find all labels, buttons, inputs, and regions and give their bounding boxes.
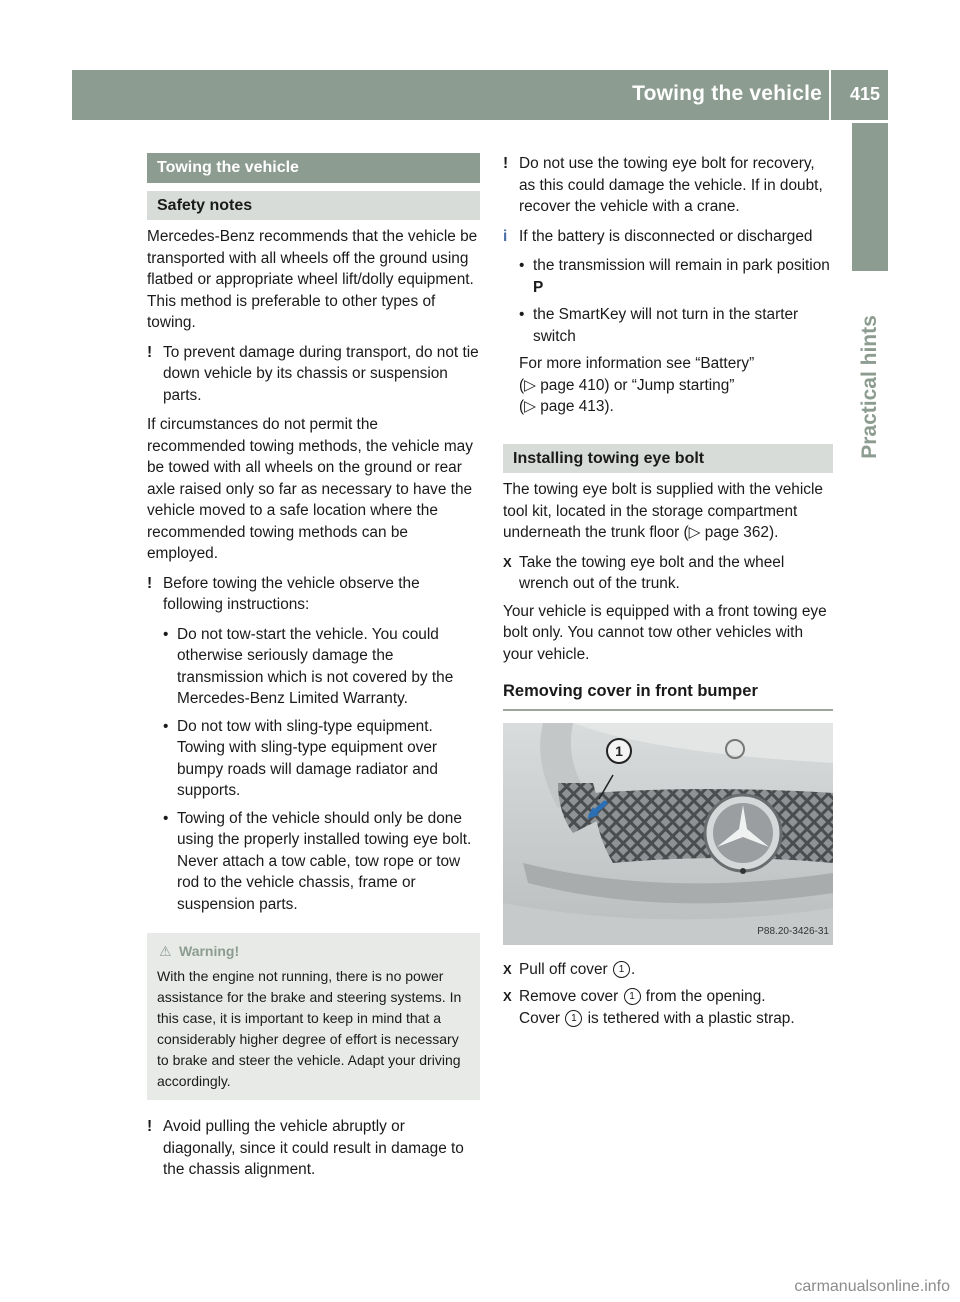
- step-arrow-icon: X: [503, 961, 512, 977]
- list-item: [163, 624, 480, 710]
- callout-icon: 1: [624, 988, 641, 1005]
- step-text: from the opening.: [641, 988, 766, 1005]
- right-column: [503, 153, 833, 1035]
- left-column: [147, 153, 480, 1189]
- caution-note: [147, 342, 480, 407]
- caution-note: [147, 573, 480, 616]
- caution-note: [503, 153, 833, 218]
- cross-reference: [503, 353, 833, 418]
- side-tab-block: [852, 123, 888, 271]
- callout-icon: 1: [565, 1010, 582, 1027]
- step-text: Cover: [519, 1009, 565, 1027]
- list-item: [163, 716, 480, 802]
- callout-icon: 1: [613, 961, 630, 978]
- info-note: [503, 226, 833, 248]
- bullet-icon: •: [163, 625, 169, 643]
- gear-position: P: [533, 278, 544, 296]
- subsection-title: Installing towing eye bolt: [503, 444, 833, 474]
- side-tab: [852, 277, 888, 497]
- step-text: Remove cover: [519, 988, 623, 1005]
- bullet-icon: •: [519, 306, 525, 323]
- step-text: is tethered with a plastic strap.: [583, 1009, 795, 1027]
- list-item: [519, 255, 833, 298]
- cross-reference-line: (▷ page 410) or “Jump starting”: [519, 376, 735, 394]
- bumper-illustration: [503, 723, 833, 945]
- instruction-step: [503, 959, 833, 981]
- warning-triangle-icon: ⚠: [159, 943, 172, 959]
- instruction-step: [503, 552, 833, 595]
- step-arrow-icon: X: [503, 989, 512, 1004]
- paragraph: Your vehicle is equipped with a front towing eye bolt only. You cannot tow other vehicles with your vehicle.: [503, 602, 827, 663]
- step-text: Take the towing eye bolt and the wheel wrench out of the trunk.: [519, 553, 785, 592]
- list-item-text: Do not tow with sling-type equipment. Towing with sling-type equipment over bumpy roads will damage radiator and supports.: [177, 717, 438, 799]
- page-header: [72, 70, 888, 120]
- bullet-list: [147, 624, 480, 916]
- bullet-icon: •: [519, 257, 525, 274]
- paragraph: If circumstances do not permit the recommended towing methods, the vehicle may be towed with all wheels on the ground or rear axle raised only so far as necessary to have the vehicle moved to a safe location where the recommended towing methods can be employed.: [147, 416, 473, 562]
- bullet-icon: •: [163, 809, 169, 827]
- footer: [0, 1270, 960, 1302]
- list-item: [163, 808, 480, 916]
- list-item: [519, 304, 833, 347]
- list-item-text: Do not tow-start the vehicle. You could otherwise seriously damage the transmission which is not covered by the Mercedes-Benz Limited Warranty.: [177, 625, 454, 707]
- warning-title: Warning!: [179, 943, 240, 959]
- subheading: Removing cover in front bumper: [503, 681, 833, 711]
- note-text: Do not use the towing eye bolt for recovery, as this could damage the vehicle. If in doubt, recover the vehicle with a crane.: [519, 155, 823, 215]
- section-title: Towing the vehicle: [147, 153, 480, 183]
- figure-reference: P88.20-3426-31: [757, 926, 829, 937]
- bullet-icon: •: [163, 717, 169, 735]
- info-text: If the battery is disconnected or discharged: [519, 227, 813, 245]
- step-arrow-icon: X: [503, 554, 512, 570]
- warning-header: [159, 941, 472, 962]
- instruction-step: [503, 986, 833, 1029]
- exclamation-icon: !: [147, 343, 153, 361]
- warning-text: With the engine not running, there is no power assistance for the brake and steering systems. In this case, it is important to keep in mind that a considerably higher degree of effort is necessary to brake and steer the vehicle. Adapt your driving accordingly.: [157, 968, 462, 1089]
- bumper-photo: [503, 723, 833, 945]
- header-title: Towing the vehicle: [632, 82, 822, 105]
- warning-box: [147, 933, 480, 1100]
- figure-callout-label: 1: [615, 742, 623, 759]
- exclamation-icon: !: [147, 574, 153, 592]
- note-text: Avoid pulling the vehicle abruptly or diagonally, since it could result in damage to the chassis alignment.: [163, 1118, 464, 1178]
- side-tab-label: Practical hints: [858, 315, 881, 459]
- watermark: carmanualsonline.info: [794, 1278, 950, 1295]
- note-text: Before towing the vehicle observe the following instructions:: [163, 574, 420, 613]
- paragraph: The towing eye bolt is supplied with the vehicle tool kit, located in the storage compartment underneath the trunk floor (▷ page 362).: [503, 481, 823, 541]
- caution-note: [147, 1116, 480, 1181]
- list-item-text: the transmission will remain in park position: [533, 257, 830, 274]
- cross-reference-line: For more information see “Battery”: [519, 355, 755, 372]
- exclamation-icon: !: [503, 155, 509, 172]
- step-text: .: [630, 960, 636, 978]
- page-number: 415: [849, 84, 880, 104]
- header-divider: [829, 70, 831, 120]
- step-text: Pull off cover: [519, 960, 612, 978]
- list-item-text: Towing of the vehicle should only be done using the properly installed towing eye bolt. Never attach a tow cable, tow rope or tow rod to the vehicle chassis, frame or suspension parts.: [177, 809, 472, 913]
- paragraph: Mercedes-Benz recommends that the vehicle be transported with all wheels off the ground using flatbed or appropriate wheel lift/dolly equipment. This method is preferable to other types of towing.: [147, 228, 478, 331]
- list-item-text: the SmartKey will not turn in the starter switch: [533, 306, 799, 345]
- exclamation-icon: !: [147, 1118, 153, 1135]
- bullet-list: [503, 255, 833, 347]
- note-text: To prevent damage during transport, do not tie down vehicle by its chassis or suspension parts.: [163, 343, 479, 404]
- info-icon: i: [503, 227, 508, 245]
- subsection-title: Safety notes: [147, 191, 480, 221]
- cross-reference-line: (▷ page 413).: [519, 398, 614, 415]
